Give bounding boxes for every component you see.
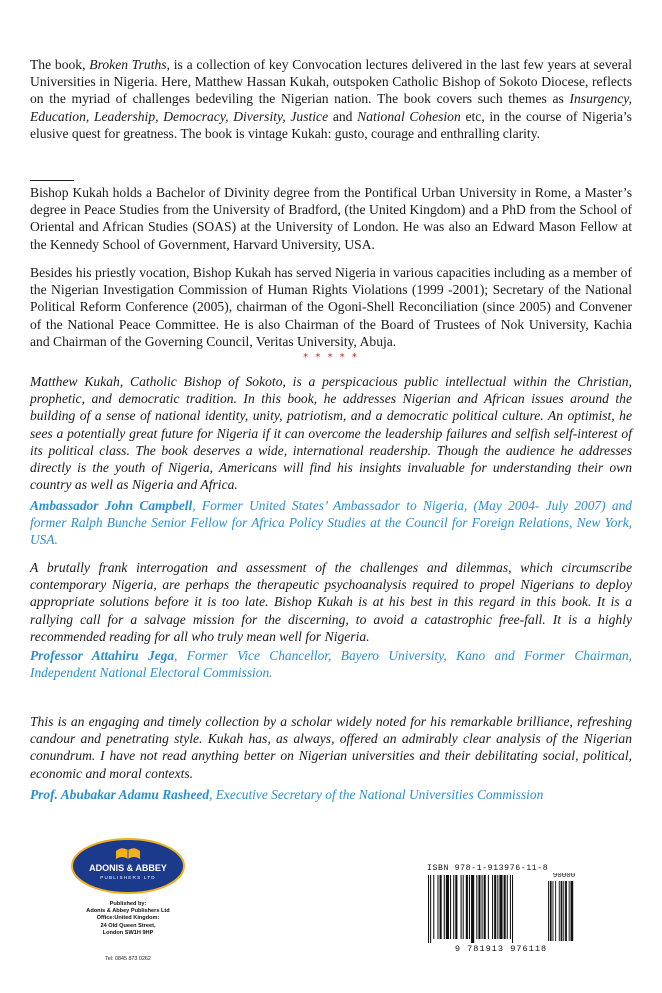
isbn-barcode — [426, 873, 576, 943]
barcode-bar — [444, 875, 445, 939]
barcode-bar — [450, 875, 451, 939]
barcode-bar — [569, 881, 570, 941]
barcode-bar — [433, 875, 434, 939]
barcode-bar — [571, 881, 574, 941]
reviewer-name: Professor Attahiru Jega — [30, 648, 175, 663]
barcode-bar — [504, 875, 506, 939]
barcode-bar — [446, 875, 449, 939]
barcode-bar — [482, 875, 483, 939]
barcode-bar — [453, 875, 454, 939]
publisher-name: Adonis & Abbey Publishers Ltd — [86, 908, 170, 915]
separator-stars: * * * * * — [303, 352, 359, 363]
blurb-paragraph-1: The book, Broken Truths, is a collection of key Convocation lectures delivered in the last few years at several Universities in Nigeria. Here, Matthew Hassan Kukah, outspoken Catholic Bishop of Sokoto Diocese, reflects on the myriad of challenges bedeviling the Nigerian nation. The book covers such themes as Insurgency, Education, Leadership, Democracy, Diversity, Justice and National Cohesion etc, in the course of Nigeria’s elusive quest for greatness. The book is vintage Kukah: gusto, courage and enthralling clarity. — [30, 57, 632, 141]
reviewer-name: Prof. Abubakar Adamu Rasheed — [30, 787, 210, 802]
barcode-bar — [437, 875, 438, 939]
barcode-addon-bars — [548, 881, 573, 941]
publisher-logo — [70, 832, 186, 896]
barcode-bar — [428, 875, 429, 943]
barcode-bar — [440, 875, 442, 939]
author-bio-service: Besides his priestly vocation, Bishop Kukah has served Nigeria in various capacities including as a member of the Nigerian Investigation Commission of Human Rights Violations (1999 -2001); Secretary of the National Political Reform Conference (2005), chairman of the Ogoni-Shell Reconciliation (since 2005) and Convener of the National Peace Committee. He is also Chairman of the Board of Trustees of Nok University, Kachia and Chairman of the Governing Council, Veritas University, Abuja. — [30, 265, 632, 349]
barcode-bar — [565, 881, 567, 941]
barcode-bar — [455, 875, 457, 939]
barcode-number: 9 781913 976118 — [454, 944, 548, 954]
barcode-bar — [466, 875, 468, 939]
barcode-bar — [469, 875, 470, 939]
barcode-bar — [553, 881, 554, 941]
barcode-bar — [497, 875, 498, 939]
barcode-bar — [484, 875, 486, 939]
barcode-bar — [510, 875, 511, 939]
review-quote-2: A brutally frank interrogation and assessment of the challenges and dilemmas, which circumscribe contemporary Nigeria, are perhaps the therapeutic psychoanalysis required to propel Nigerians to deploy appropriate solutions before it is too late. Bishop Kukah is at his best in this regard in this book. It is a rallying call for a salvage mission for the discerning, to avoid a catastrophic free-fall. It is a highly recommended reading for all who truly mean well for Nigeria. — [30, 560, 632, 644]
barcode-bar — [471, 875, 474, 943]
isbn-label: ISBN 978-1-913976-11-8 — [427, 864, 549, 873]
barcode-bar — [488, 875, 489, 939]
barcode-bar — [555, 881, 556, 941]
review-attribution-2: Professor Attahiru Jega, Former Vice Chancellor, Bayero University, Kano and Former Chairman, Independent National Electoral Commission. — [30, 648, 632, 681]
barcode-bar — [499, 875, 502, 939]
review-attribution-1: Ambassador John Campbell, Former United States’ Ambassador to Nigeria, (May 2004- July 2007) and former Ralph Bunche Senior Fellow for Africa Policy Studies at the Council for Foreign Relations, New York, USA. — [30, 498, 632, 548]
barcode-bar — [430, 875, 431, 943]
barcode-bar — [550, 881, 552, 941]
logo-name: ADONIS & ABBEY — [89, 863, 167, 873]
barcode-bar — [476, 875, 477, 939]
review-attribution-3: Prof. Abubakar Adamu Rasheed, Executive Secretary of the National Universities Commission — [30, 787, 544, 802]
logo-subtitle: PUBLISHERS LTD — [100, 875, 156, 880]
barcode-bar — [478, 875, 480, 939]
barcode-bar — [461, 875, 462, 939]
review-quote-1: Matthew Kukah, Catholic Bishop of Sokoto, is a perspicacious public intellectual within the Christian, prophetic, and democratic tradition. In this book, he addresses Nigerian and African issues around the building of a sense of national identity, unity, patriotism, and a democratic political culture. An optimist, he sees a potentially great future for Nigeria if it can overcome the leadership failures and selfish self-interest of its political class. The book deserves a wide, international readership. Though the audience he addresses directly is the youth of Nigeria, Americans will find his insights invaluable for understanding their own country as well as Nigeria and Africa. — [30, 374, 632, 493]
price-addon: 90000 — [552, 873, 576, 880]
barcode-bar — [563, 881, 564, 941]
barcode-bar — [507, 875, 508, 939]
barcode-bar — [494, 875, 496, 939]
book-title: Broken Truths — [89, 57, 167, 72]
barcode-main-bars — [428, 875, 513, 943]
review-quote-3: This is an engaging and timely collection by a scholar widely noted for his remarkable brilliance, refreshing candour and penetrating style. Kukah has, as always, offered an admirably clear analysis of the Nigerian conundrum. I have not read anything better on Nigerian universities and their debilitating social, political, economic and moral contexts. — [30, 714, 632, 781]
divider-rule — [30, 180, 74, 181]
barcode-bar — [512, 875, 513, 943]
publisher-phone: Tel: 0845 873 0262 — [105, 956, 151, 962]
author-bio-education: Bishop Kukah holds a Bachelor of Divinity degree from the Pontifical Urban University in Rome, a Master’s degree in Peace Studies from the University of Bradford, (the United Kingdom) and a PhD from the School of Oriental and African Studies (SOAS) at the University of London. He was also an Edward Mason Fellow at the Kennedy School of Government, Harvard University, USA. — [30, 185, 632, 252]
barcode-bar — [559, 881, 560, 941]
publisher-info: Published by: Adonis & Abbey Publishers Ltd Office:United Kingdom: 24 Old Queen Street, London SW1H 9HP — [70, 901, 186, 937]
barcode-bar — [492, 875, 493, 939]
barcode-bar — [561, 881, 563, 941]
book-themes: Insurgency, Education, Leadership, Democracy, Diversity, Justice — [30, 91, 632, 124]
barcode-bar — [463, 875, 464, 939]
reviewer-name: Ambassador John Campbell — [30, 498, 193, 513]
barcode-bar — [548, 881, 549, 941]
